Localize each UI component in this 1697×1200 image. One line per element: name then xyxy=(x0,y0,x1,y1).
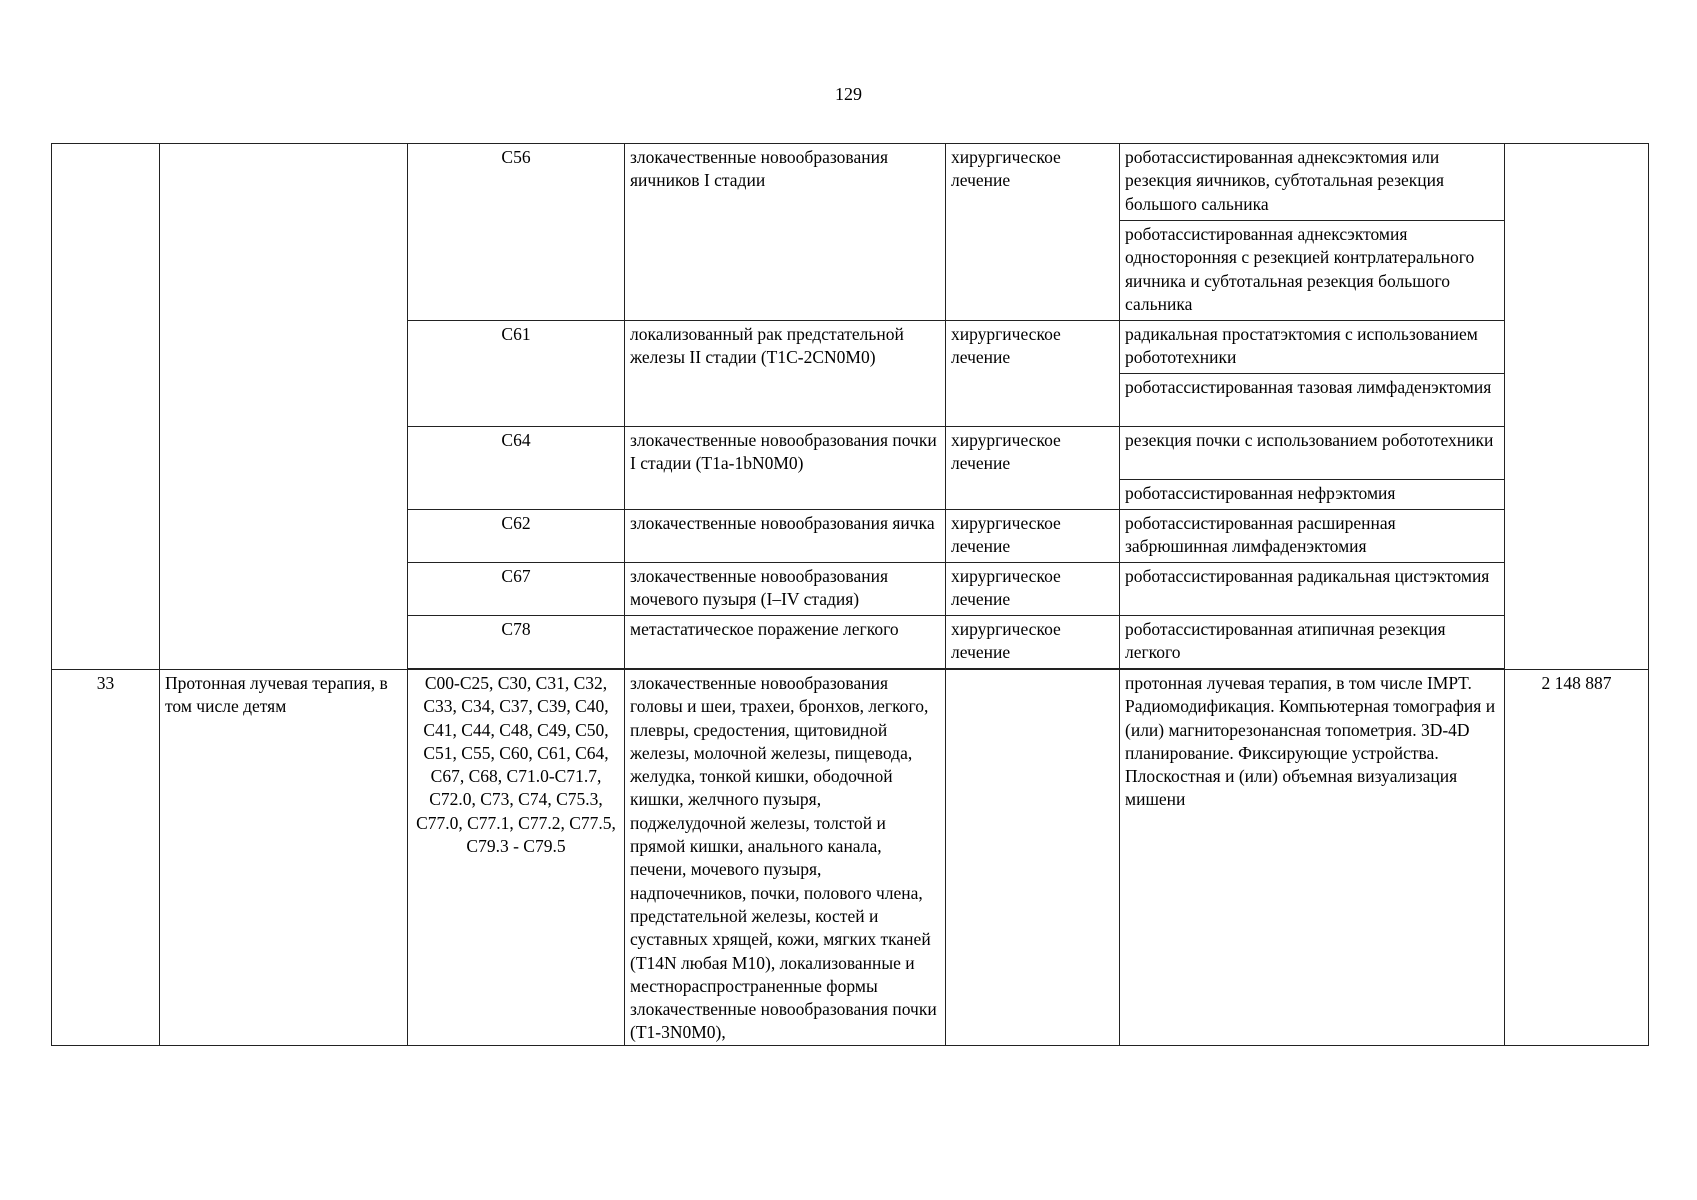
treatment-cell xyxy=(946,670,1120,1046)
method-cell: протонная лучевая терапия, в том числе IMPT. Радиомодификация. Компьютерная томография и (или) магниторезонансная топометрия. 3D-4D планирование. Фиксирующие устройства. Плоскостная и (или) объемная визуализация мишени xyxy=(1120,670,1505,1046)
treatment-cell: хирургическое лечение xyxy=(946,616,1120,669)
table-row-33 xyxy=(52,670,1649,1046)
method-cell: роботассистированная радикальная цистэктомия xyxy=(1120,563,1505,616)
diagnosis-cell: злокачественные новообразования яичка xyxy=(625,510,946,563)
icd-code-cell: C61 xyxy=(408,321,625,427)
icd-code-cell: C67 xyxy=(408,563,625,616)
cost-cell-empty xyxy=(1505,144,1649,670)
method-cell: резекция почки с использованием робототехники xyxy=(1120,427,1505,480)
method-cell: роботассистированная аднексэктомия односторонняя с резекцией контрлатерального яичника и субтотальная резекция большого сальника xyxy=(1120,221,1505,321)
service-name-cell-empty xyxy=(160,144,408,670)
diagnosis-cell: злокачественные новообразования головы и шеи, трахеи, бронхов, легкого, плевры, средостения, щитовидной железы, молочной железы, пищевода, желудка, тонкой кишки, ободочной кишки, желчного пузыря, поджелудочной железы, толстой и прямой кишки, анального канала, печени, мочевого пузыря, надпочечников, почки, полового члена, предстательной железы, костей и суставных хрящей, кожи, мягких тканей (T14N любая M10), локализованные и местнораспространенные формы злокачественные новообразования почки (T1-3N0M0), xyxy=(625,670,946,1046)
diagnosis-cell: злокачественные новообразования почки I стадии (T1a-1bN0M0) xyxy=(625,427,946,510)
method-cell: роботассистированная тазовая лимфаденэктомия xyxy=(1120,374,1505,427)
icd-code-cell: C56 xyxy=(408,144,625,321)
treatment-cell: хирургическое лечение xyxy=(946,321,1120,427)
treatment-cell: хирургическое лечение xyxy=(946,563,1120,616)
diagnosis-cell: локализованный рак предстательной железы II стадии (T1C-2CN0M0) xyxy=(625,321,946,427)
diagnosis-cell: метастатическое поражение легкого xyxy=(625,616,946,669)
method-cell: роботассистированная нефрэктомия xyxy=(1120,480,1505,510)
icd-codes-cell: C00-C25, C30, C31, C32, C33, C34, C37, C39, C40, C41, C44, C48, C49, C50, C51, C55, C60, C61, C64, C67, C68, C71.0-C71.7, C72.0, C73, C74, C75.3, C77.0, C77.1, C77.2, C77.5, C79.3 - C79.5 xyxy=(408,670,625,1046)
diagnosis-cell: злокачественные новообразования яичников I стадии xyxy=(625,144,946,321)
services-table xyxy=(51,143,1649,1046)
page-number: 129 xyxy=(835,84,862,104)
service-name-cell: Протонная лучевая терапия, в том числе детям xyxy=(160,670,408,1046)
cost-cell: 2 148 887 xyxy=(1505,670,1649,1046)
treatment-cell: хирургическое лечение xyxy=(946,144,1120,321)
icd-code-cell: C64 xyxy=(408,427,625,510)
table-row xyxy=(52,144,1649,221)
row-number-cell: 33 xyxy=(52,670,160,1046)
method-cell: роботассистированная атипичная резекция легкого xyxy=(1120,616,1505,669)
row-number-cell-empty xyxy=(52,144,160,670)
method-cell: роботассистированная расширенная забрюшинная лимфаденэктомия xyxy=(1120,510,1505,563)
method-cell: радикальная простатэктомия с использованием робототехники xyxy=(1120,321,1505,374)
icd-code-cell: C62 xyxy=(408,510,625,563)
icd-code-cell: C78 xyxy=(408,616,625,669)
diagnosis-cell: злокачественные новообразования мочевого пузыря (I–IV стадия) xyxy=(625,563,946,616)
treatment-cell: хирургическое лечение xyxy=(946,510,1120,563)
treatment-cell: хирургическое лечение xyxy=(946,427,1120,510)
method-cell: роботассистированная аднексэктомия или резекция яичников, субтотальная резекция большого сальника xyxy=(1120,144,1505,221)
